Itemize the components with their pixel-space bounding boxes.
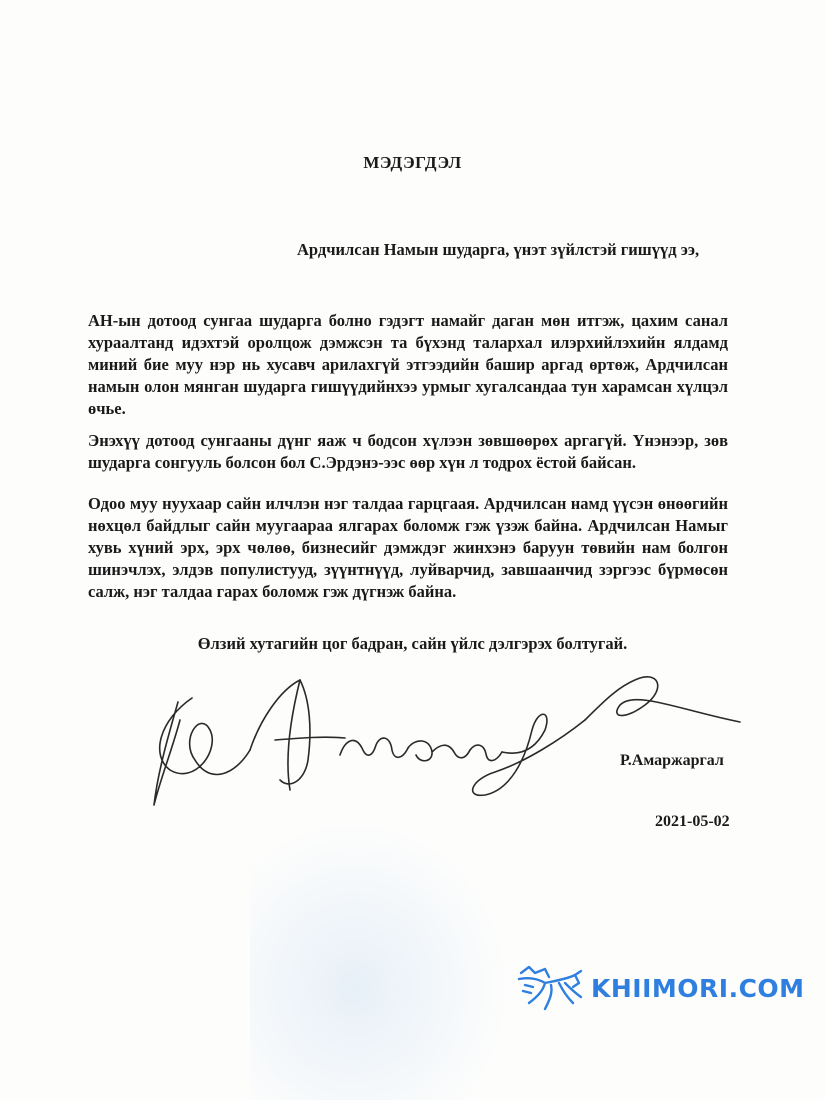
horse-icon — [515, 963, 587, 1013]
document-date: 2021-05-02 — [655, 813, 730, 830]
paragraph-3: Одоо муу нуухаар сайн илчлэн нэг талдаа гарцгаая. Ардчилсан намд үүсэн өнөөгийн нөхцөл байдлыг сайн муугаараа ялгарах боломж гэж үзэж байна. Ардчилсан Намыг хувь хүний эрх, эрх чөлөө, бизнесийг дэмждэг жинхэнэ баруун төвийн нам болгон шинэчлэх, элдэв популистууд, зүүнтнүүд, луйварчид, завшаанчид зэргээс бүрмөсөн салж, нэг талдаа гарах боломж гэж дүгнэж байна. — [88, 494, 728, 601]
signer-name: Р.Амаржаргал — [620, 752, 724, 769]
greeting-line: Ардчилсан Намын шударга, үнэт зүйлстэй гишүүд ээ, — [297, 240, 700, 259]
paragraph-2: Энэхүү дотоод сунгааны дүнг яаж ч бодсон хүлээн зөвшөөрөх аргагүй. Үнэнээр, зөв шударга сонгууль болсон бол С.Эрдэнэ-ээс өөр хүн л тодрох ёстой байсан. — [88, 431, 728, 472]
closing-line: Өлзий хутагийн цог бадран, сайн үйлс дэлгэрэх болтугай. — [197, 634, 628, 653]
paper-stain — [250, 820, 510, 1100]
watermark-text: KHIIMORI.COM — [591, 973, 805, 1003]
paragraph-1: АН-ын дотоод сунгаа шударга болно гэдэгт намайг даган мөн итгэж, цахим санал хураалтанд идэхтэй оролцож дэмжсэн та бүхэнд талархал илэрхийлэхийн ялдамд миний бие муу нэр нь хусавч арилахгүй этгээдийн башир аргад өртөж, Ардчилсан намын олон мянган шударга гишүүдийнхээ урмыг хугалсандаа тун харамсан хүлцэл өчье. — [88, 311, 728, 418]
handwritten-signature — [140, 660, 760, 830]
watermark-logo — [515, 962, 815, 1014]
document-title: МЭДЭГДЭЛ — [363, 153, 462, 172]
